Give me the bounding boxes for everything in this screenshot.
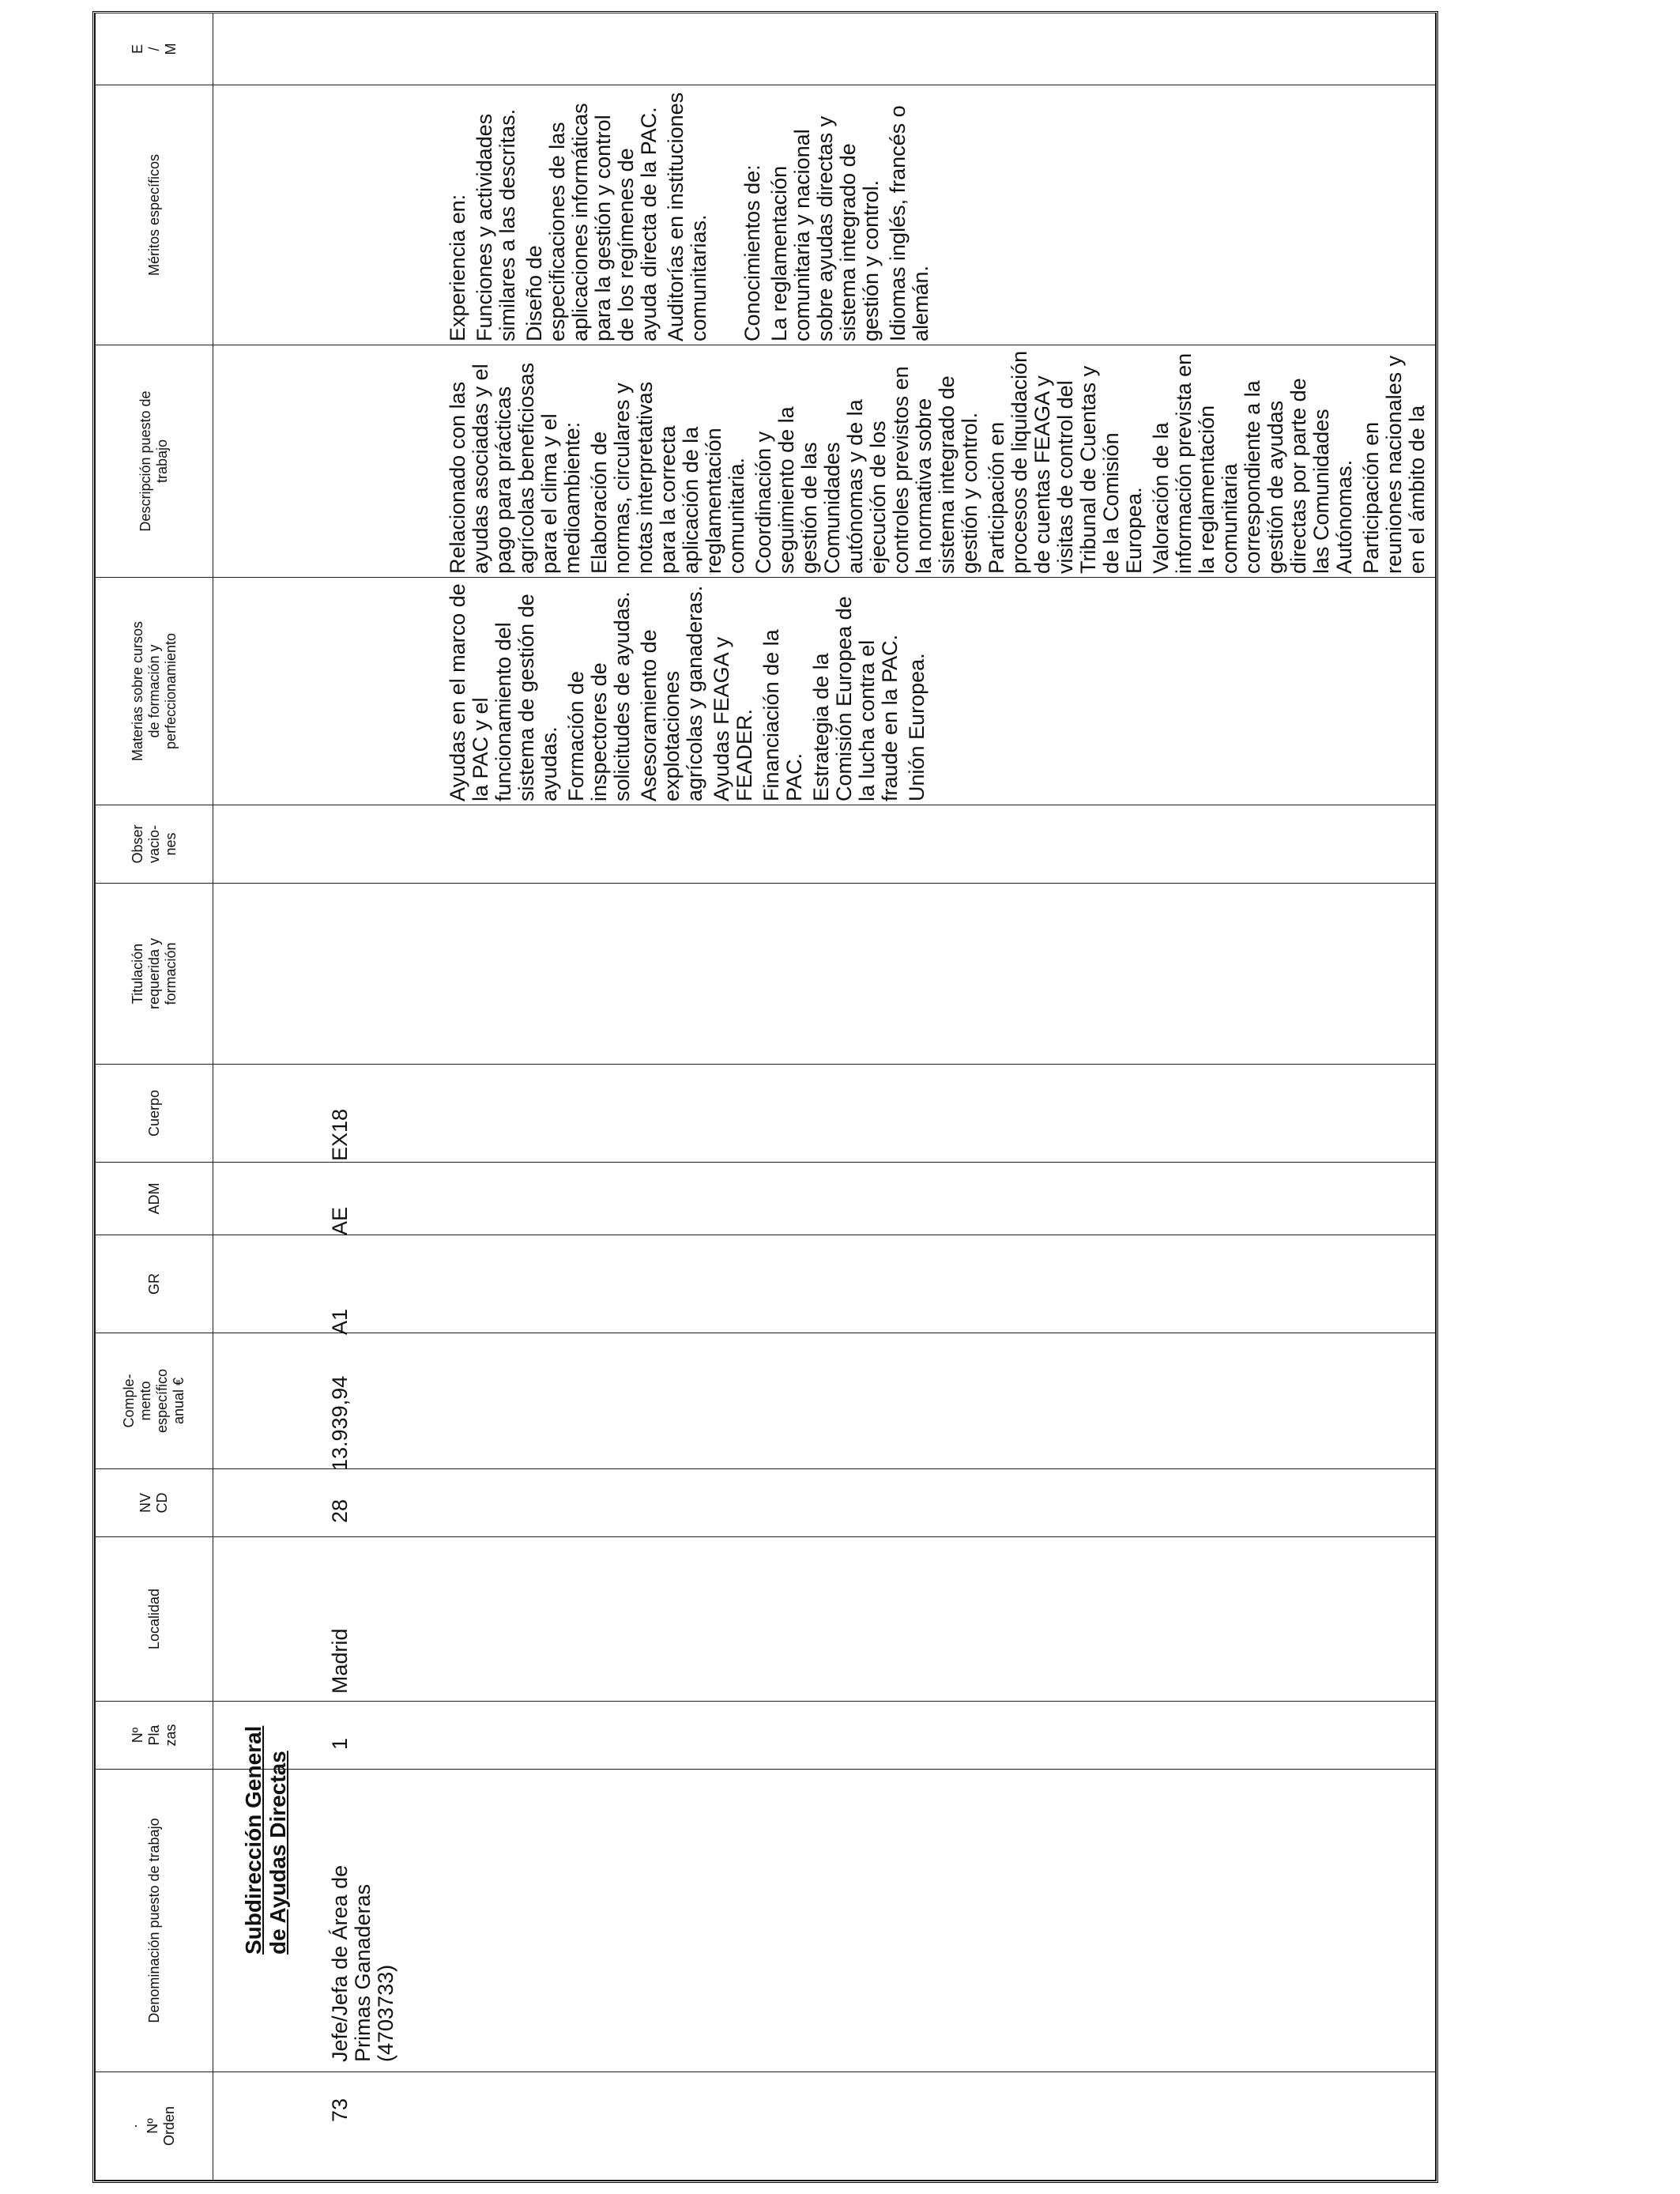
cell-observaciones	[213, 805, 1436, 884]
cell-adm	[213, 1163, 1436, 1235]
row-denominacion: Jefe/Jefa de Área de Primas Ganaderas (4703733)	[328, 1864, 397, 2062]
cell-cuerpo	[213, 1065, 1436, 1163]
header-plazas: Nº Pla zas	[96, 1702, 213, 1770]
header-localidad: Localidad	[96, 1537, 213, 1702]
meritos-list	[213, 85, 932, 345]
header-cuerpo: Cuerpo	[96, 1065, 213, 1163]
meritos-item	[714, 89, 737, 341]
cell-materias	[213, 578, 1436, 805]
job-positions-table	[95, 13, 1436, 2181]
descripcion-item: Elaboración de normas, circulares y notas interpretativas para la correcta aplicación de la reglamentación comunitaria.	[587, 381, 748, 574]
cell-nivel	[213, 1469, 1436, 1537]
header-grupo: GR	[96, 1235, 213, 1333]
meritos-item: Diseño de especificaciones de las aplicaciones informáticas para la gestión y control de los regímenes de ayuda directa de la PAC.	[522, 103, 661, 341]
section-title: Subdirección General de Ayudas Directas	[241, 1725, 290, 1955]
cell-plazas	[213, 1702, 1436, 1770]
meritos-item: Funciones y actividades similares a las descritas.	[473, 108, 519, 341]
meritos-item: Auditorías en instituciones comunitarias.	[664, 92, 710, 341]
materias-item: Formación de inspectores de solicitudes de ayudas.	[564, 591, 634, 801]
row-nivel: 28	[328, 1498, 352, 1523]
descripcion-item: Participación en procesos de liquidación de cuentas FEAGA y visitas de control del Tribunal de Cuentas y de la Comisión Europea.	[985, 350, 1146, 574]
descripcion-list	[213, 345, 1429, 577]
cell-em	[213, 13, 1436, 85]
descripcion-item: Valoración de la información prevista en la reglamentación comunitaria correspondiente a la gestión de ayudas directas por parte de las Comunidades Autónomas.	[1149, 352, 1356, 574]
row-complemento: 13.939,94	[328, 1375, 352, 1471]
cell-descripcion	[213, 345, 1436, 578]
descripcion-item: Participación en reuniones nacionales y en el ámbito de la	[1359, 355, 1429, 574]
header-orden	[96, 2072, 213, 2181]
row-cuerpo: EX18	[328, 1108, 352, 1161]
header-denominacion: Denominación puesto de trabajo	[96, 1770, 213, 2072]
header-meritos: Méritos específicos	[96, 85, 213, 345]
cell-complemento	[213, 1333, 1436, 1469]
row-grupo: A1	[328, 1308, 352, 1335]
materias-item: Estrategia de la Comisión Europea de la lucha contra el fraude en la PAC.	[809, 596, 902, 801]
header-observaciones: Obser vacio- nes	[96, 805, 213, 884]
materias-list	[213, 578, 929, 805]
header-titulacion: Titulación requerida y formación	[96, 884, 213, 1065]
meritos-item: Conocimientos de:	[740, 164, 764, 341]
cell-localidad	[213, 1537, 1436, 1702]
row-localidad: Madrid	[328, 1628, 352, 1694]
meritos-item: La reglamentación comunitaria y nacional sobre ayudas directas y sistema integrado de gestión y control.	[767, 115, 883, 341]
row-orden: 73	[328, 2098, 352, 2122]
header-complemento: Comple- mento específico anual €	[96, 1333, 213, 1469]
cell-titulacion	[213, 884, 1436, 1065]
header-em: E / M	[96, 13, 213, 85]
materias-item: Unión Europea.	[905, 653, 929, 801]
header-orden-label: Nº Orden	[145, 2105, 177, 2147]
descripcion-item: Relacionado con las ayudas asociadas y el pago para prácticas agrícolas beneficiosas para el clima y el medioambiente:	[446, 362, 584, 574]
meritos-item: Idiomas inglés, francés o alemán.	[886, 105, 932, 341]
materias-item: Asesoramiento de explotaciones agrícolas y ganaderas.	[637, 585, 706, 801]
cell-orden	[213, 2072, 1436, 2181]
materias-item: Ayudas en el marco de la PAC y el funcionamiento del sistema de gestión de ayudas.	[446, 583, 561, 801]
header-adm: ADM	[96, 1163, 213, 1235]
header-nivel: NV CD	[96, 1469, 213, 1537]
header-descripcion: Descripción puesto de trabajo	[96, 345, 213, 578]
row-plazas: 1	[328, 1737, 352, 1750]
header-materias: Materias sobre cursos de formación y perfeccionamiento	[96, 578, 213, 805]
row-adm: AE	[328, 1206, 352, 1235]
header-orden-dot: ·	[127, 2124, 143, 2128]
table-header-row	[96, 13, 213, 2181]
job-positions-table-frame	[92, 11, 1438, 2183]
materias-item: Ayudas FEAGA y FEADER.	[710, 636, 756, 801]
materias-item: Financiación de la PAC.	[759, 629, 806, 801]
cell-grupo	[213, 1235, 1436, 1333]
meritos-item: Experiencia en:	[446, 194, 469, 341]
cell-meritos	[213, 85, 1436, 345]
descripcion-item: Coordinación y seguimiento de la gestión de las Comunidades autónomas y de la ejecución de los controles previstos en la normativa sobre sistema integrado de gestión y control.	[751, 366, 981, 574]
